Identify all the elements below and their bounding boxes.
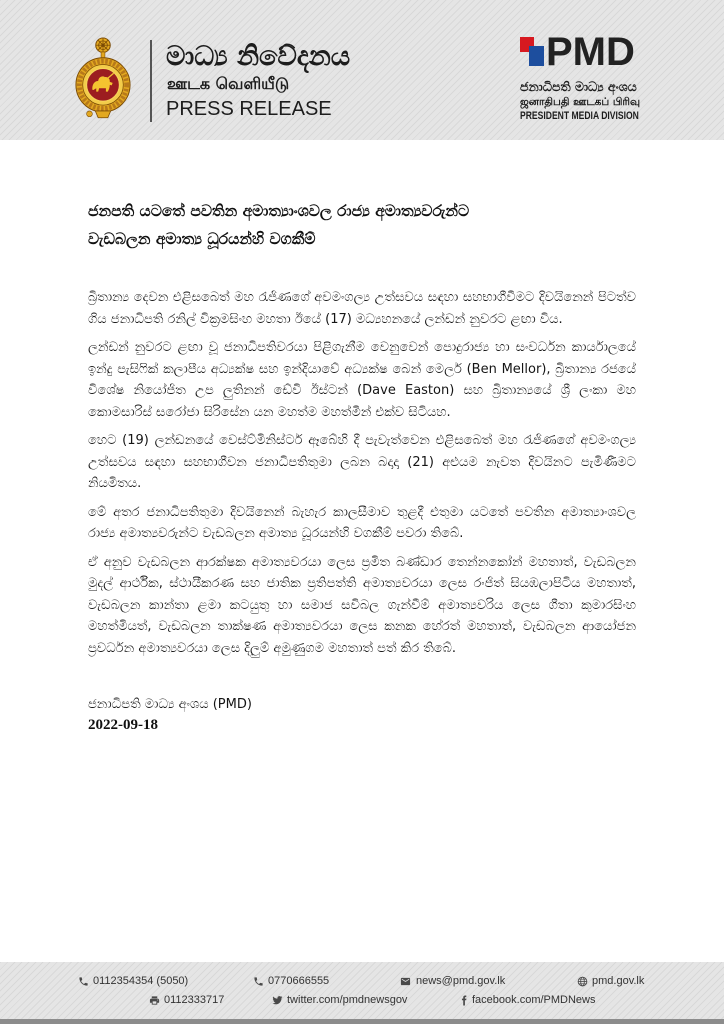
contact-twitter[interactable]	[272, 993, 407, 1007]
body-paragraph: මේ අතර ජනාධිපතිතුමා දිවයිනෙන් බැහැර කාලසීමාව තුළදී එතුමා යටතේ පවතින අමාත්‍යාංශවල රාජ්‍ය අමාත්‍යවරුන්ට වැඩබලන අමාත්‍ය ධූරයන්හි වගකීම් පවරා තිබේ.	[88, 504, 636, 541]
press-release-title-sinhala: මාධ්‍ය නිවේදනය	[166, 41, 351, 72]
twitter-link[interactable]: twitter.com/pmdnewsgov	[287, 994, 408, 1006]
footer-bottom-strip	[0, 1019, 724, 1024]
email-icon	[399, 976, 412, 987]
press-release-title-english: PRESS RELEASE	[166, 98, 332, 120]
sri-lanka-emblem-icon	[74, 36, 132, 124]
phone-icon	[78, 976, 89, 987]
pmd-logo-blue-square	[529, 46, 544, 66]
article-body	[88, 287, 636, 659]
signature-block	[88, 695, 636, 735]
mobile-number: 0770666555	[268, 975, 330, 987]
twitter-icon	[272, 995, 283, 1006]
telephone-number: 0112354354 (5050)	[93, 975, 189, 987]
press-release-title-tamil: ஊடக வெளியீடு	[167, 74, 290, 93]
headline	[88, 197, 636, 253]
facebook-link[interactable]: facebook.com/PMDNews	[472, 994, 596, 1006]
contact-mobile	[253, 974, 329, 988]
contact-facebook[interactable]	[460, 993, 596, 1007]
division-name-sinhala: ජනාධිපති මාධ්‍ය අංශය	[520, 79, 637, 94]
issuer-name: ජනාධිපති මාධ්‍ය අංශය (PMD)	[88, 697, 252, 712]
fax-number: 0112333717	[164, 994, 225, 1006]
pmd-logo-text: PMD	[546, 30, 635, 74]
fax-icon	[149, 995, 160, 1006]
contact-fax	[149, 993, 224, 1007]
headline-line: වැඩබලන අමාත්‍ය ධූරයන්හි වගකීම්	[88, 230, 316, 248]
body-paragraph: බ්‍රිතාන්‍ය දෙවන එළිසබෙත් මහ රැජිණගේ අවමංගල්‍ය උත්සවය සඳහා සහභාගීවීමට දිවයිනෙන් පිටත්ව ගිය ජනාධිපති රනිල් වික්‍රමසිංහ මහතා ඊයේ (17) මධ්‍යහනයේ ලන්ඩන් නුවරට ළඟා විය.	[88, 290, 636, 327]
division-name-tamil: ஜனாதிபதி ஊடகப் பிரிவு	[520, 96, 641, 108]
contact-website[interactable]	[577, 974, 644, 988]
email-address-link[interactable]: news@pmd.gov.lk	[416, 975, 506, 987]
letterhead-divider	[150, 40, 152, 122]
body-paragraph: ලන්ඩන් නුවරට ළඟා වූ ජනාධිපතිවරයා පිළිගැනීම වෙනුවෙන් පොදුරාජ්‍ය හා සංවර්ධන කාර්යාලයේ ඉන්දු පැසිෆික් කලාපීය අධ්‍යක්ෂ සහ ඉන්දියාවේ අධ්‍යක්ෂ බෙන් මෙලර් (Ben Mellor), බ්‍රිතාන්‍ය රජයේ විශේෂ නියෝජිත උප ලුතිනන් ඩේවි ඊස්ටන් (Dave Easton) සහ බ්‍රිතාන්‍යයේ ශ්‍රී ලංකා මහ කොමසාරිස් සරෝජා සිරිසේන යන මහත්ම මහත්මීන් එක්ව සිටියහ.	[88, 340, 636, 420]
phone-icon	[253, 976, 264, 987]
contact-footer	[0, 962, 724, 1019]
globe-icon	[577, 976, 588, 987]
letterhead	[0, 0, 724, 140]
body-paragraph: ඒ අනුව වැඩබලන ආරක්ෂක අමාත්‍යවරයා ලෙස ප්‍රමිත බණ්ඩාර තෙන්නකෝන් මහතාත්, වැඩබලන මුදල් ආර්ථික, ස්ථායීකරණ සහ ජාතික ප්‍රතිපත්ති අමාත්‍යවරයා ලෙස රංජිත් සියඹලාපිටිය මහතාත්, වැඩබලන කාන්තා ළමා කටයුතු හා සමාජ සවිබල ගැන්වීම් අමාත්‍යවරිය ලෙස ගීතා කුමාරසිංහ මහත්මියත්, වැඩබලන තාක්ෂණ අමාත්‍යවරයා ලෙස කනක හේරත් මහතාත්, වැඩබලන ආයෝජන ප්‍රවර්ධන අමාත්‍යවරයා ලෙස දිලුම් අමුණුගම මහතාත් පත් කිර තිබේ.	[88, 554, 636, 656]
headline-line: ජනපති යටතේ පවතින අමාත්‍යාංශවල රාජ්‍ය අමාත්‍යවරුන්ට	[88, 202, 470, 220]
press-release-content	[88, 197, 636, 952]
contact-email[interactable]	[399, 974, 505, 988]
facebook-icon	[460, 995, 468, 1006]
contact-telephone	[78, 974, 188, 988]
division-name-english: PRESIDENT MEDIA DIVISION	[520, 110, 639, 122]
body-paragraph: හෙට (19) ලන්ඩනයේ වෙස්ට්මිනිස්ටර් ඈබේහි දී පැවැත්වෙන එළිසබෙත් මහ රැජිණගේ අවමංගල්‍ය උත්සවය සඳහා සහභාගීවන ජනාධිපතිතුමා ලබන බදාදා (21) අළුයම නැවත දිවයිනට පැමිණීමට නියමිතය.	[88, 433, 636, 491]
website-link[interactable]: pmd.gov.lk	[592, 975, 645, 987]
release-date: 2022-09-18	[88, 717, 158, 733]
